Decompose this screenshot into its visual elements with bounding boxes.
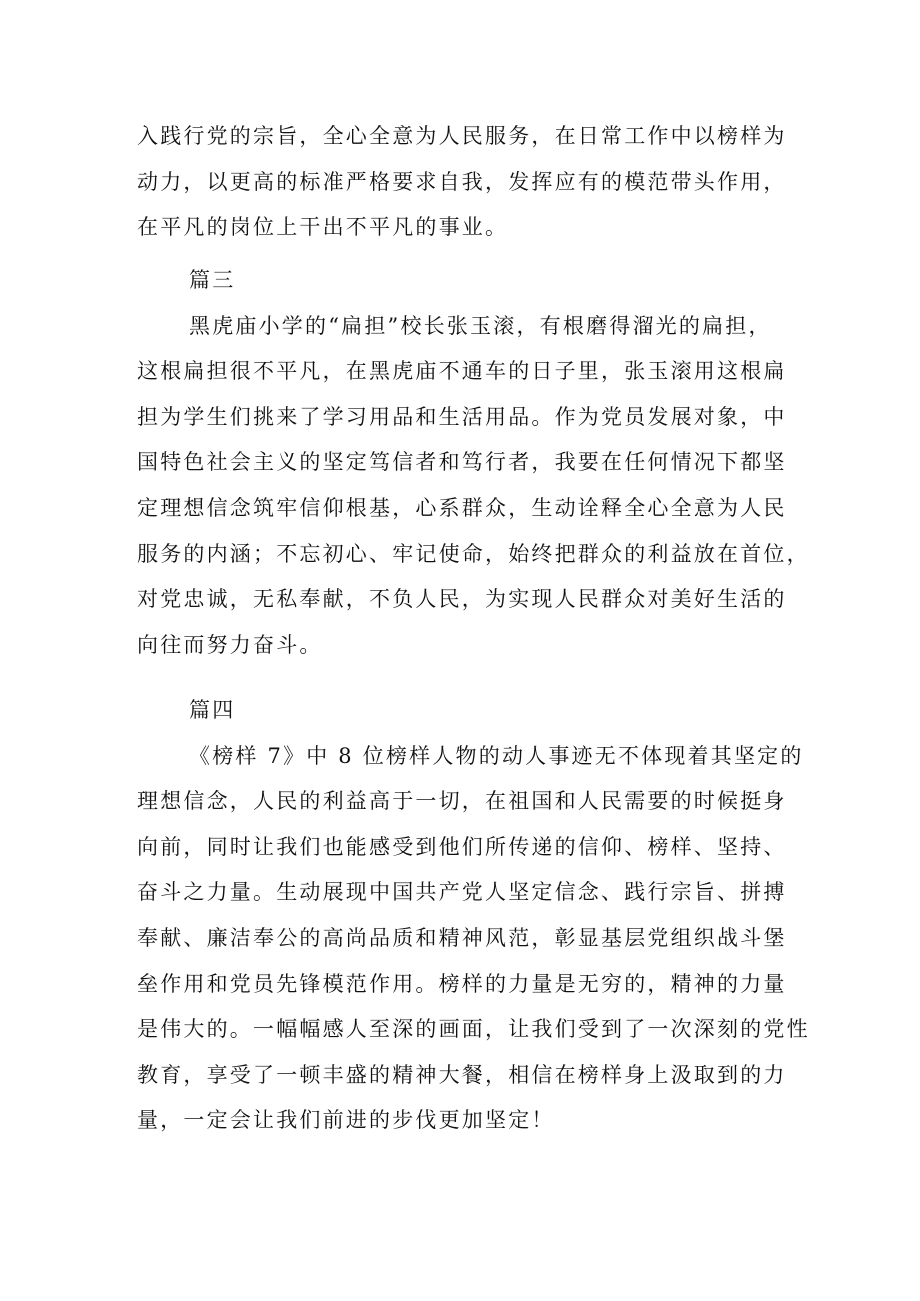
paragraph-line: 是伟大的。一幅幅感人至深的画面，让我们受到了一次深刻的党性 <box>137 1017 810 1042</box>
paragraph-line: 量，一定会让我们前进的步伐更加坚定！ <box>137 1108 555 1133</box>
section-four <box>137 688 810 1144</box>
paragraph-line: 理想信念，人民的利益高于一切，在祖国和人民需要的时候挺身 <box>137 789 787 814</box>
paragraph-line: 奉献、廉洁奉公的高尚品质和精神风范，彰显基层党组织战斗堡 <box>137 925 787 950</box>
paragraph-line: 向前，同时让我们也能感受到他们所传递的信仰、榜样、坚持、 <box>137 834 787 859</box>
paragraph-line: 奋斗之力量。生动展现中国共产党人坚定信念、践行宗旨、拼搏 <box>137 880 787 905</box>
section-three <box>137 258 810 668</box>
paragraph-line: 担为学生们挑来了学习用品和生活用品。作为党员发展对象，中 <box>137 404 787 429</box>
paragraph-line: 在平凡的岗位上干出不平凡的事业。 <box>137 215 509 240</box>
paragraph-line: 国特色社会主义的坚定笃信者和笃行者，我要在任何情况下都坚 <box>137 450 787 475</box>
section-heading: 篇四 <box>189 698 236 722</box>
paragraph-line: 对党忠诚，无私奉献，不负人民，为实现人民群众对美好生活的 <box>137 587 787 612</box>
paragraph-line: 教育，享受了一顿丰盛的精神大餐，相信在榜样身上汲取到的力 <box>137 1062 787 1087</box>
paragraph-line: 垒作用和党员先锋模范作用。榜样的力量是无穷的，精神的力量 <box>137 971 787 996</box>
paragraph-line: 向往而努力奋斗。 <box>137 632 323 657</box>
paragraph-line: 黑虎庙小学的“扁担”校长张玉滚，有根磨得溜光的扁担， <box>189 313 772 338</box>
section-heading: 篇三 <box>189 268 236 292</box>
paragraph-line: 定理想信念筑牢信仰根基，心系群众，生动诠释全心全意为人民 <box>137 495 787 520</box>
paragraph-line: 入践行党的宗旨，全心全意为人民服务，在日常工作中以榜样为 <box>137 124 787 148</box>
paragraph-line: 这根扁担很不平凡，在黑虎庙不通车的日子里，张玉滚用这根扁 <box>137 359 787 384</box>
paragraph-line: 《榜样 7》中 8 位榜样人物的动人事迹无不体现着其坚定的 <box>189 743 804 768</box>
intro-paragraph <box>137 114 797 251</box>
paragraph-line: 服务的内涵；不忘初心、牢记使命，始终把群众的利益放在首位， <box>137 541 810 566</box>
paragraph-line: 动力，以更高的标准严格要求自我，发挥应有的模范带头作用， <box>137 169 787 194</box>
